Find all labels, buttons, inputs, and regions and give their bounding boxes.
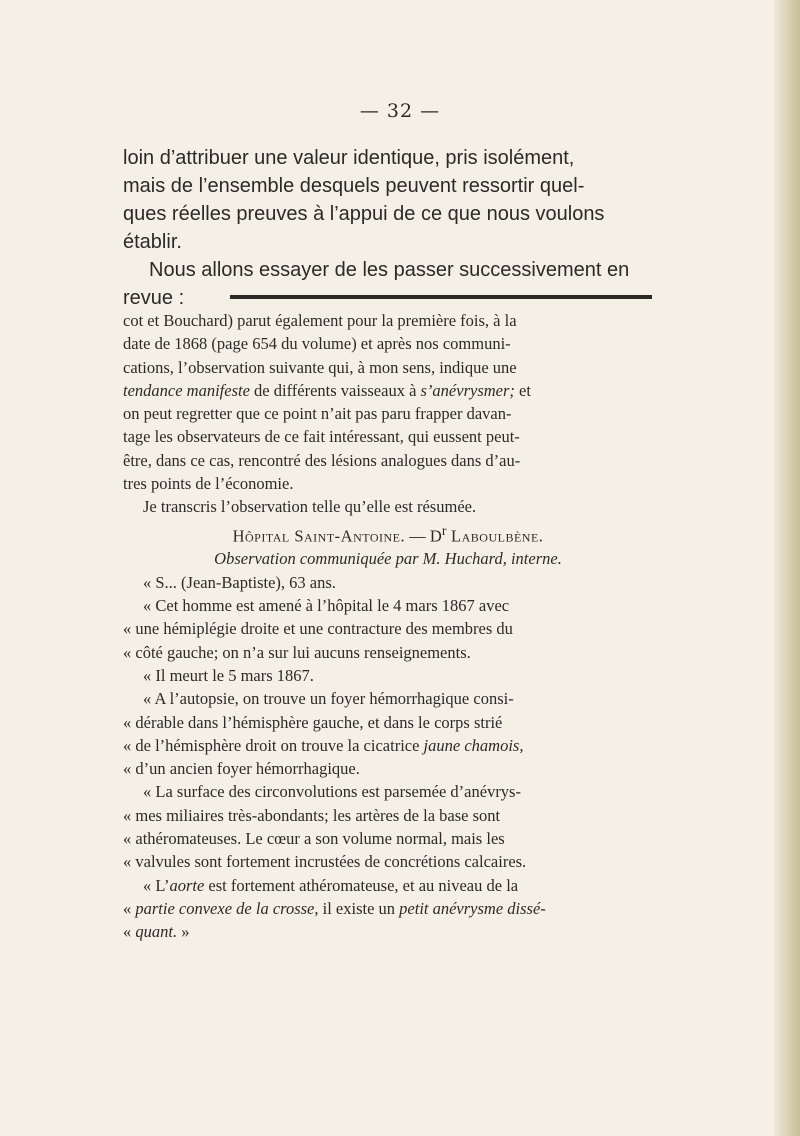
hospital-name: Hôpital Saint-Antoine. [232,526,406,546]
footnote-line: tres points de l’économie. [123,474,294,494]
heading-superscript: r [441,522,447,538]
footnote-text: de différents vaisseaux à [249,380,421,400]
main-line: mais de l’ensemble desquels peuvent ressortir quel- [123,175,585,197]
quote-line: « A l’autopsie, on trouve un foyer hémorrhagique consi- [143,689,514,709]
quote-line [123,874,653,897]
footnote [123,309,653,944]
quote-line [123,897,653,920]
quote-line: « dérable dans l’hémisphère gauche, et dans le corps strié [123,712,503,732]
observation-heading [123,519,653,548]
heading-separator: — D [405,526,442,546]
quote-line: « d’un ancien foyer hémorrhagique. [123,759,360,779]
footnote-rule [230,295,652,299]
emphasis: quant. [135,922,178,942]
quote-line: « La surface des circonvolutions est parsemée d’anévrys- [143,782,521,802]
quote-line: « valvules sont fortement incrustées de concrétions calcaires. [123,852,527,872]
footnote-line: date de 1868 (page 654 du volume) et après nos communi- [123,334,511,354]
emphasis: petit anévrysme dissé- [399,898,546,918]
main-line: Nous allons essayer de les passer successivement en [149,259,630,281]
footnote-line: tage les observateurs de ce fait intéressant, qui eussent peut- [123,427,520,447]
quote-text: » [177,922,190,942]
quote-line [123,920,653,943]
quote-line: « Il meurt le 5 mars 1867. [143,665,314,685]
quote-line: « une hémiplégie droite et une contracture des membres du [123,619,513,639]
quote-text: « L’ [143,875,170,895]
page-number: — 32 — [359,100,441,122]
quote-text: est fortement athéromateuse, et au niveau de la [204,875,519,895]
quote-text: « [123,898,136,918]
quote-line [123,734,653,757]
observation-subheading [123,547,653,570]
main-line: établir. [123,231,182,253]
main-text [123,144,653,312]
page-edge-shadow [774,0,800,1136]
quote-text: « de l’hémisphère droit on trouve la cicatrice [123,735,424,755]
quote-line: « athéromateuses. Le cœur a son volume normal, mais les [123,829,505,849]
quote-text: , il existe un [314,898,400,918]
main-line: loin d’attribuer une valeur identique, pris isolément, [123,147,575,169]
footnote-line: on peut regretter que ce point n’ait pas paru frapper davan- [123,404,512,424]
footnote-line: Je transcris l’observation telle qu’elle est résumée. [143,497,477,517]
footnote-text: et [514,380,531,400]
doctor-name: Laboulbène. [446,526,544,546]
quote-text: « [123,922,136,942]
footnote-line [123,379,653,402]
quote-line: « mes miliaires très-abondants; les artères de la base sont [123,805,501,825]
subheading-text: Observation communiquée par M. Huchard, interne. [214,549,562,569]
main-line: ques réelles preuves à l’appui de ce que nous voulons [123,203,605,225]
quote-line: « côté gauche; on n’a sur lui aucuns renseignements. [123,642,471,662]
quote-line: « S... (Jean-Baptiste), 63 ans. [143,572,336,592]
footnote-line: cot et Bouchard) parut également pour la première fois, à la [123,311,517,330]
emphasis: tendance manifeste [123,380,250,400]
footnote-line: cations, l’observation suivante qui, à mon sens, indique une [123,357,517,377]
emphasis: partie convexe de la crosse [135,898,315,918]
quote-line: « Cet homme est amené à l’hôpital le 4 mars 1867 avec [143,596,510,616]
main-line: revue : [123,287,185,309]
footnote-line: être, dans ce cas, rencontré des lésions analogues dans d’au- [123,450,521,470]
emphasis: s’anévrysmer; [420,380,515,400]
emphasis: aorte [169,875,205,895]
emphasis: jaune chamois, [423,735,524,755]
